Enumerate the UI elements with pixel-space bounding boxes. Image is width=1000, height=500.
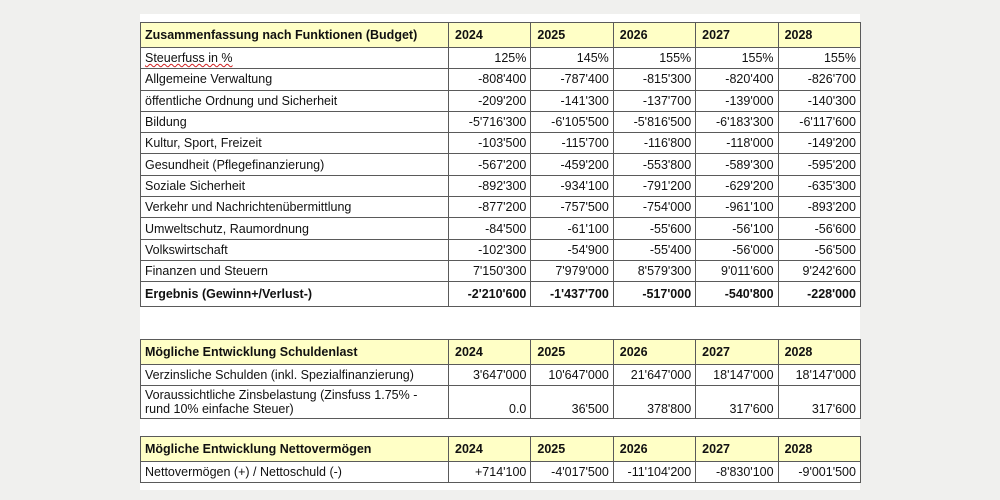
cell-value: -137'700	[613, 90, 695, 111]
cell-value: 18'147'000	[778, 365, 860, 386]
cell-value: -140'300	[778, 90, 860, 111]
cell-value: -787'400	[531, 69, 613, 90]
total-value: -228'000	[778, 282, 860, 307]
row-label: Umweltschutz, Raumordnung	[141, 218, 449, 239]
cell-value: -808'400	[449, 69, 531, 90]
total-value: -2'210'600	[449, 282, 531, 307]
row-label: Verkehr und Nachrichtenübermittlung	[141, 197, 449, 218]
row-label	[141, 48, 449, 69]
cell-value: 36'500	[531, 386, 613, 419]
cell-value: -116'800	[613, 133, 695, 154]
cell-value: -115'700	[531, 133, 613, 154]
year-header: 2025	[531, 437, 613, 462]
table-row	[141, 48, 861, 69]
cell-value: -961'100	[696, 197, 778, 218]
spellcheck-underlined-word: Steuerfuss in %	[145, 51, 233, 66]
cell-value: 18'147'000	[696, 365, 778, 386]
cell-value: 317'600	[778, 386, 860, 419]
cell-value: -141'300	[531, 90, 613, 111]
year-header: 2027	[696, 437, 778, 462]
year-header: 2026	[613, 340, 695, 365]
cell-value: -6'117'600	[778, 111, 860, 132]
year-header: 2028	[778, 340, 860, 365]
table-row	[141, 386, 861, 419]
cell-value: 125%	[449, 48, 531, 69]
net-title: Mögliche Entwicklung Nettovermögen	[141, 437, 449, 462]
row-label: Allgemeine Verwaltung	[141, 69, 449, 90]
year-header: 2025	[531, 23, 613, 48]
cell-value: 0.0	[449, 386, 531, 419]
year-header: 2027	[696, 340, 778, 365]
cell-value: 145%	[531, 48, 613, 69]
table-row	[141, 175, 861, 196]
table-row	[141, 90, 861, 111]
cell-value: 3'647'000	[449, 365, 531, 386]
budget-document	[140, 14, 860, 490]
year-header: 2026	[613, 23, 695, 48]
row-label: Kultur, Sport, Freizeit	[141, 133, 449, 154]
cell-value: -553'800	[613, 154, 695, 175]
table-row	[141, 154, 861, 175]
table-row	[141, 260, 861, 281]
cell-value: -892'300	[449, 175, 531, 196]
table-row	[141, 133, 861, 154]
total-row	[141, 282, 861, 307]
cell-value: -61'100	[531, 218, 613, 239]
row-label: Finanzen und Steuern	[141, 260, 449, 281]
year-header: 2024	[449, 437, 531, 462]
cell-value: 7'150'300	[449, 260, 531, 281]
cell-value: -8'830'100	[696, 462, 778, 483]
cell-value: -4'017'500	[531, 462, 613, 483]
summary-table	[140, 22, 861, 307]
cell-value: -6'183'300	[696, 111, 778, 132]
net-assets-table	[140, 436, 861, 483]
cell-value: -56'000	[696, 239, 778, 260]
table-row	[141, 69, 861, 90]
cell-value: 155%	[613, 48, 695, 69]
cell-value: -820'400	[696, 69, 778, 90]
cell-value: -629'200	[696, 175, 778, 196]
total-value: -1'437'700	[531, 282, 613, 307]
row-label: Nettovermögen (+) / Nettoschuld (-)	[141, 462, 449, 483]
summary-header-row	[141, 23, 861, 48]
cell-value: -56'600	[778, 218, 860, 239]
cell-value: -6'105'500	[531, 111, 613, 132]
cell-value: -56'500	[778, 239, 860, 260]
row-label: Volkswirtschaft	[141, 239, 449, 260]
row-label: Soziale Sicherheit	[141, 175, 449, 196]
cell-value: -102'300	[449, 239, 531, 260]
cell-value: -567'200	[449, 154, 531, 175]
row-label: Gesundheit (Pflegefinanzierung)	[141, 154, 449, 175]
debt-header-row	[141, 340, 861, 365]
table-row	[141, 462, 861, 483]
cell-value: -757'500	[531, 197, 613, 218]
cell-value: 155%	[696, 48, 778, 69]
net-header-row	[141, 437, 861, 462]
summary-title: Zusammenfassung nach Funktionen (Budget)	[141, 23, 449, 48]
cell-value: -84'500	[449, 218, 531, 239]
table-row	[141, 218, 861, 239]
cell-value: 378'800	[613, 386, 695, 419]
cell-value: -589'300	[696, 154, 778, 175]
cell-value: 7'979'000	[531, 260, 613, 281]
cell-value: -791'200	[613, 175, 695, 196]
cell-value: -118'000	[696, 133, 778, 154]
cell-value: -877'200	[449, 197, 531, 218]
debt-table	[140, 339, 861, 419]
total-label: Ergebnis (Gewinn+/Verlust-)	[141, 282, 449, 307]
row-label: öffentliche Ordnung und Sicherheit	[141, 90, 449, 111]
cell-value: -5'816'500	[613, 111, 695, 132]
year-header: 2027	[696, 23, 778, 48]
cell-value: -56'100	[696, 218, 778, 239]
year-header: 2024	[449, 340, 531, 365]
cell-value: 10'647'000	[531, 365, 613, 386]
cell-value: -54'900	[531, 239, 613, 260]
total-value: -517'000	[613, 282, 695, 307]
table-row	[141, 197, 861, 218]
year-header: 2025	[531, 340, 613, 365]
cell-value: -815'300	[613, 69, 695, 90]
cell-value: 9'011'600	[696, 260, 778, 281]
cell-value: -595'200	[778, 154, 860, 175]
cell-value: -9'001'500	[778, 462, 860, 483]
table-row	[141, 239, 861, 260]
year-header: 2028	[778, 437, 860, 462]
total-value: -540'800	[696, 282, 778, 307]
cell-value: -934'100	[531, 175, 613, 196]
cell-value: 155%	[778, 48, 860, 69]
cell-value: 9'242'600	[778, 260, 860, 281]
table-row	[141, 111, 861, 132]
cell-value: -55'600	[613, 218, 695, 239]
cell-value: 21'647'000	[613, 365, 695, 386]
cell-value: -459'200	[531, 154, 613, 175]
cell-value: -139'000	[696, 90, 778, 111]
year-header: 2024	[449, 23, 531, 48]
row-label: Verzinsliche Schulden (inkl. Spezialfinanzierung)	[141, 365, 449, 386]
cell-value: -11'104'200	[613, 462, 695, 483]
row-label: Bildung	[141, 111, 449, 132]
debt-title: Mögliche Entwicklung Schuldenlast	[141, 340, 449, 365]
cell-value: -103'500	[449, 133, 531, 154]
row-label: Voraussichtliche Zinsbelastung (Zinsfuss 1.75% - rund 10% einfache Steuer)	[141, 386, 449, 419]
year-header: 2026	[613, 437, 695, 462]
cell-value: -55'400	[613, 239, 695, 260]
cell-value: -5'716'300	[449, 111, 531, 132]
year-header: 2028	[778, 23, 860, 48]
cell-value: 317'600	[696, 386, 778, 419]
cell-value: -149'200	[778, 133, 860, 154]
cell-value: 8'579'300	[613, 260, 695, 281]
cell-value: -635'300	[778, 175, 860, 196]
cell-value: -893'200	[778, 197, 860, 218]
cell-value: -209'200	[449, 90, 531, 111]
cell-value: -826'700	[778, 69, 860, 90]
table-row	[141, 365, 861, 386]
cell-value: -754'000	[613, 197, 695, 218]
cell-value: +714'100	[449, 462, 531, 483]
